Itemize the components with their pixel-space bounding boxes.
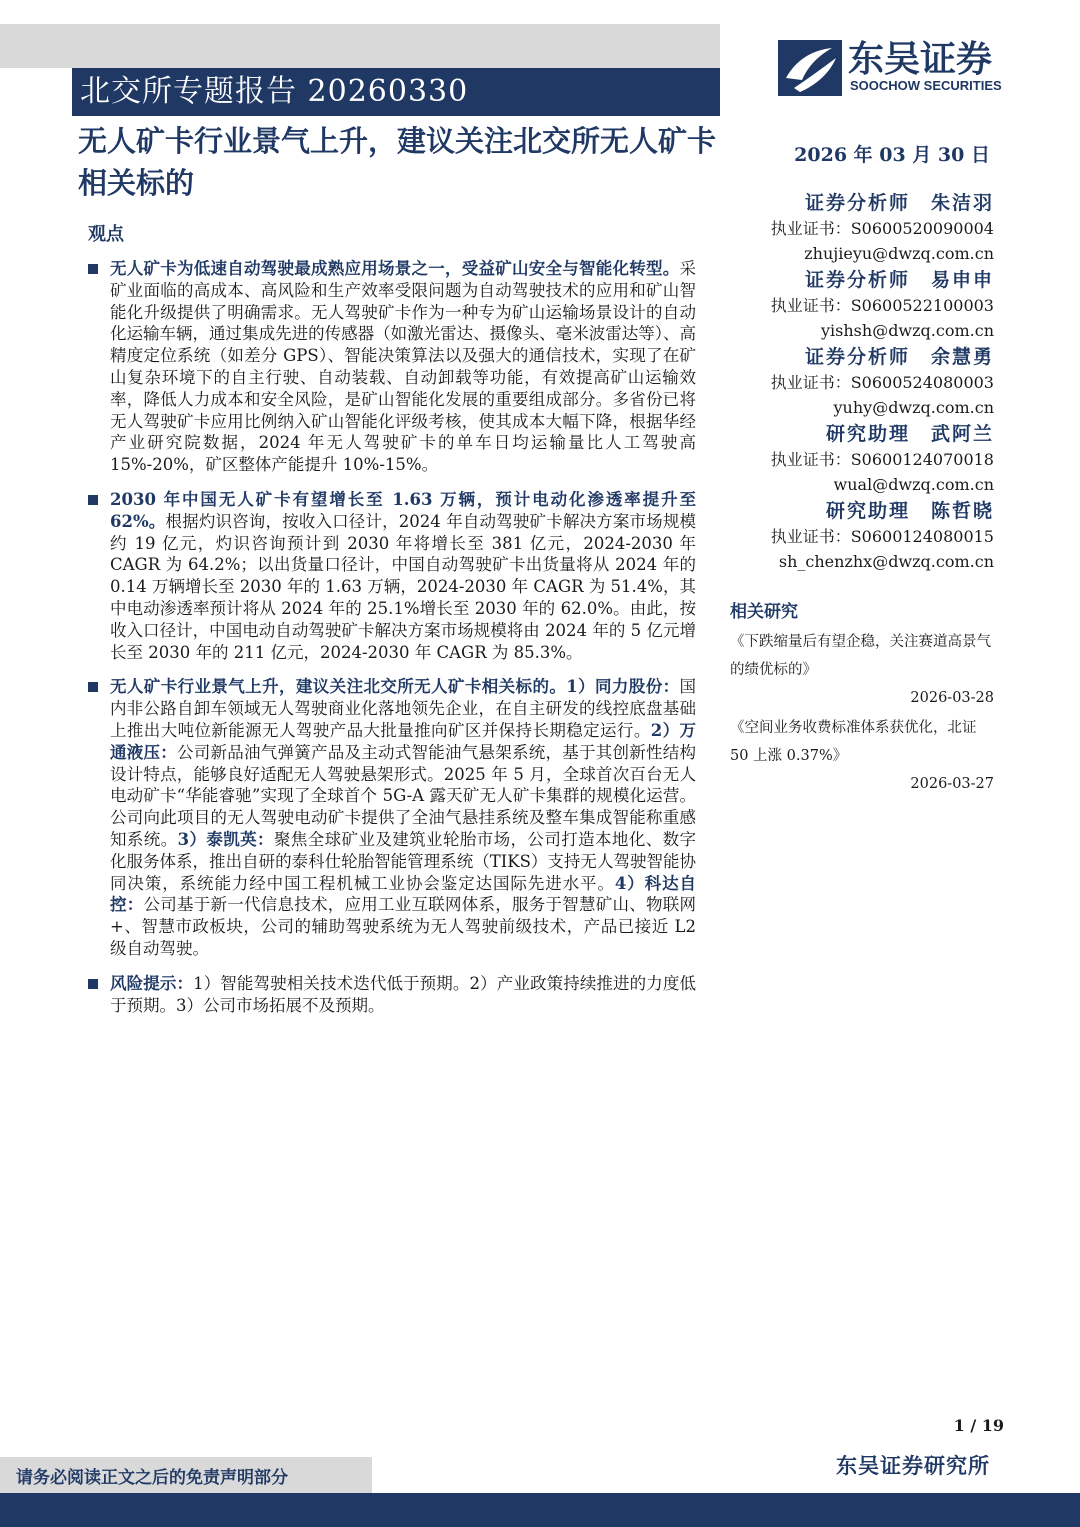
analyst-entry bbox=[740, 267, 994, 344]
bullet-lead: 无人矿卡为低速自动驾驶最成熟应用场景之一，受益矿山安全与智能化转型。 bbox=[110, 259, 680, 278]
logo-mark-icon bbox=[778, 40, 842, 96]
bullet-body: 根据灼识咨询，按收入口径计，2024 年自动驾驶矿卡解决方案市场规模约 19 亿元，灼识咨询预计到 2030 年将增长至 381 亿元，2024-2030 年 CAGR 为 64.2%；以出货量口径计，中国自动驾驶矿卡出货量将从 2024 年的 0.14 万辆增长至 2030 年的 1.63 万辆，2024-2030 年 CAGR 为 51.4%，其中电动渗透率预计将从 2024 年的 25.1%增长至 2030 年的 62.0%。由此，按收入口径计，中国电动自动驾驶矿卡解决方案市场规模将由 2024 年的 5 亿元增长至 2030 年的 211 亿元，2024-2030 年 CAGR 为 85.3%。 bbox=[110, 511, 697, 662]
brand-logo bbox=[778, 40, 1028, 96]
company-text: 公司新品油气弹簧产品及主动式智能油气悬架系统，基于其创新性结构设计特点，能够良好适配无人驾驶悬架形式。2025 年 5 月，全球首次百台无人电动矿卡“华能睿驰”实现了全球首个 5G-A 露天矿无人矿卡集群的规模化运营。公司向此项目的无人驾驶电动矿卡提供了全油气悬挂系统及整车集成智能称重感知系统。 bbox=[110, 742, 696, 849]
related-research bbox=[730, 600, 994, 800]
analyst-email[interactable]: yishsh@dwzq.com.cn bbox=[821, 321, 994, 340]
header-gray-band bbox=[0, 24, 720, 68]
company-label: 1）同力股份： bbox=[566, 677, 680, 697]
footer-disclaimer: 请务必阅读正文之后的免责声明部分 bbox=[16, 1468, 288, 1488]
logo-cn-text: 东吴证券 bbox=[848, 39, 993, 80]
bullet-item-risk bbox=[88, 973, 696, 1017]
company-text: 聚焦全球矿业及建筑业轮胎市场，公司打造本地化、数字化服务体系，推出自研的泰科仕轮胎智能管理系统（TIKS）支持无人驾驶智能协同决策，系统能力经中国工程机械工业协会鉴定达国际先进水平。 bbox=[110, 829, 697, 893]
company-text: 公司基于新一代信息技术，应用工业互联网体系，服务于智慧矿山、物联网+、智慧市政板块，公司的辅助驾驶系统为无人驾驶前级技术，产品已接近 L2 级自动驾驶。 bbox=[110, 895, 696, 958]
analyst-cert: 执业证书：S0600524080003 bbox=[770, 373, 994, 392]
analyst-cert: 执业证书：S0600522100003 bbox=[770, 296, 994, 315]
page-number: 1 / 19 bbox=[953, 1416, 1004, 1435]
risk-body: 1）智能驾驶相关技术迭代低于预期。2）产业政策持续推进的力度低于预期。3）公司市场拓展不及预期。 bbox=[110, 973, 697, 1015]
company-text: 国内非公路自卸车领域无人驾驶商业化落地领先企业，在自主研发的线控底盘基础上推出大吨位新能源无人驾驶产品大批量推向矿区并保持长期稳定运行。 bbox=[110, 677, 696, 740]
bullet-square-icon bbox=[88, 495, 98, 505]
bullet-lead: 无人矿卡行业景气上升，建议关注北交所无人矿卡相关标的。 bbox=[110, 677, 567, 697]
related-report-link[interactable]: 《下跌缩量后有望企稳，关注赛道高景气的绩优标的》 bbox=[730, 634, 991, 678]
bullet-item bbox=[88, 489, 696, 663]
analyst-name: 证券分析师 易申申 bbox=[804, 269, 994, 291]
analyst-list bbox=[740, 190, 994, 575]
bullet-item bbox=[88, 258, 696, 476]
footer-institute: 东吴证券研究所 bbox=[836, 1453, 990, 1478]
report-date: 2026 年 03 月 30 日 bbox=[794, 144, 990, 166]
analyst-entry bbox=[740, 190, 994, 267]
analyst-entry bbox=[740, 421, 994, 498]
company-label: 4）科达自控： bbox=[110, 873, 697, 915]
analyst-entry bbox=[740, 344, 994, 421]
company-label: 3）泰凯英： bbox=[177, 829, 274, 849]
section-label-viewpoint: 观点 bbox=[88, 224, 124, 245]
related-report-link[interactable]: 《空间业务收费标准体系获优化，北证 50 上涨 0.37%》 bbox=[730, 720, 977, 764]
report-tag: 北交所专题报告 20260330 bbox=[80, 74, 469, 109]
viewpoint-bullets bbox=[88, 258, 696, 1029]
analyst-email[interactable]: wual@dwzq.com.cn bbox=[833, 475, 994, 494]
related-report-date: 2026-03-27 bbox=[910, 776, 994, 792]
analyst-entry bbox=[740, 498, 994, 575]
bullet-item bbox=[88, 676, 696, 959]
analyst-cert: 执业证书：S0600124080015 bbox=[770, 527, 994, 546]
analyst-email[interactable]: zhujieyu@dwzq.com.cn bbox=[804, 244, 994, 263]
analyst-name: 研究助理 陈哲晓 bbox=[825, 500, 994, 522]
logo-en-text: SOOCHOW SECURITIES bbox=[850, 78, 1002, 93]
bullet-square-icon bbox=[88, 264, 98, 274]
bullet-body: 采矿业面临的高成本、高风险和生产效率受限问题为自动驾驶技术的应用和矿山智能化升级提供了明确需求。无人驾驶矿卡作为一种专为矿山运输场景设计的自动化运输车辆，通过集成先进的传感器（如激光雷达、摄像头、毫米波雷达等）、高精度定位系统（如差分 GPS）、智能决策算法以及强大的通信技术，实现了在矿山复杂环境下的自主行驶、自动装载、自动卸载等功能，有效提高矿山运输效率，降低人力成本和安全风险，是矿山智能化发展的重要组成部分。多省份已将无人驾驶矿卡应用比例纳入矿山智能化评级考核，使其成本大幅下降，根据华经产业研究院数据，2024 年无人驾驶矿卡的单车日均运输量比人工驾驶高 15%-20%，矿区整体产能提升 10%-15%。 bbox=[110, 259, 696, 475]
footer-navy-band bbox=[0, 1493, 1080, 1527]
analyst-name: 证券分析师 余慧勇 bbox=[804, 346, 994, 368]
bullet-square-icon bbox=[88, 979, 98, 989]
related-report-date: 2026-03-28 bbox=[910, 690, 994, 706]
analyst-cert: 执业证书：S0600124070018 bbox=[770, 450, 994, 469]
bullet-square-icon bbox=[88, 682, 98, 692]
analyst-name: 研究助理 武阿兰 bbox=[825, 423, 994, 445]
report-title: 无人矿卡行业景气上升，建议关注北交所无人矿卡相关标的 bbox=[78, 124, 717, 200]
analyst-cert: 执业证书：S0600520090004 bbox=[770, 219, 994, 238]
company-label: 2）万通液压： bbox=[110, 720, 697, 762]
analyst-email[interactable]: yuhy@dwzq.com.cn bbox=[833, 398, 994, 417]
bullet-lead: 2030 年中国无人矿卡有望增长至 1.63 万辆，预计电动化渗透率提升至 62%。 bbox=[110, 489, 696, 531]
analyst-name: 证券分析师 朱洁羽 bbox=[804, 192, 994, 214]
related-research-label: 相关研究 bbox=[730, 602, 798, 622]
risk-lead: 风险提示： bbox=[110, 973, 194, 993]
analyst-email[interactable]: sh_chenzhx@dwzq.com.cn bbox=[778, 552, 994, 571]
